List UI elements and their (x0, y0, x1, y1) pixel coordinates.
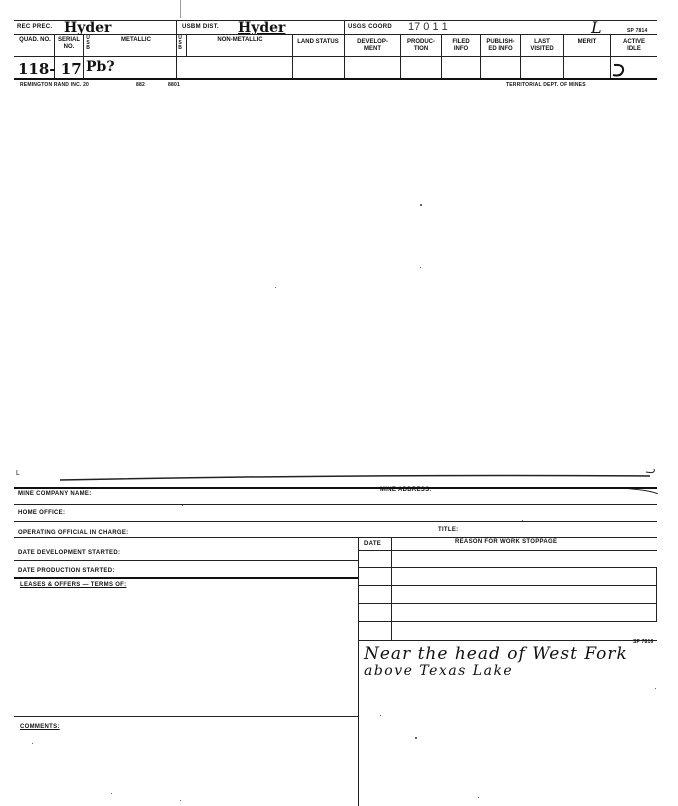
title-label: TITLE: (438, 527, 459, 533)
usgs-coord-value: 17 0 1 1 (408, 21, 448, 33)
col-land-status: LAND STATUS (297, 39, 339, 45)
quad-serial-value: 118- 17 (18, 60, 82, 78)
home-office-label: HOME OFFICE: (18, 510, 66, 516)
footer-left: REMINGTON RAND INC. 20 (20, 82, 90, 88)
form-rule (14, 537, 657, 538)
metallic-value: Pb? (86, 59, 115, 75)
footer-code-b: 8801 (168, 82, 180, 88)
speck (380, 715, 381, 716)
corner-mark: L (591, 18, 602, 37)
divider (186, 34, 187, 56)
form-rule (358, 603, 657, 604)
speck (420, 267, 421, 268)
mine-address-label: MINE ADDRESS: (380, 487, 432, 493)
usgs-coord-label: USGS COORD (348, 24, 393, 30)
col-quad-no: QUAD. NO. (19, 37, 51, 43)
form-rule (14, 487, 657, 489)
mine-company-name-label: MINE COMPANY NAME: (18, 491, 92, 497)
handwritten-note-line2: above Texas Lake (364, 663, 514, 679)
col-usbm-code-a: U S B (86, 35, 90, 51)
form-rule (14, 716, 358, 717)
col-metallic: METALLIC (121, 37, 151, 43)
leases-offers-label: LEASES & OFFERS — TERMS OF: (20, 582, 127, 588)
speck (415, 737, 417, 739)
divider (391, 537, 392, 640)
col-serial-no: SERIAL NO. (57, 37, 80, 50)
date-production-started-label: DATE PRODUCTION STARTED: (18, 568, 115, 574)
col-usbm-code-b: U S B (178, 35, 182, 51)
footer-right: TERRITORIAL DEPT. OF MINES (506, 82, 586, 88)
reason-work-stoppage-label: REASON FOR WORK STOPPAGE (455, 539, 558, 545)
speck (111, 793, 112, 794)
speck (32, 743, 33, 744)
speck (275, 287, 276, 288)
speck (182, 505, 183, 506)
speck (478, 797, 479, 798)
col-non-metallic: NON-METALLIC (217, 37, 263, 43)
col-filed-info: FILED INFO (452, 39, 470, 52)
divider (83, 34, 84, 78)
top-card-rule (14, 78, 657, 80)
footer-code-a: 882 (136, 82, 145, 88)
col-development: DEVELOP-MENT (357, 39, 388, 52)
speck (420, 204, 422, 206)
col-last-visited: LAST VISITED (530, 39, 554, 52)
circle-mark-icon (610, 62, 628, 78)
corner-mark: L (16, 470, 20, 477)
col-production: PRODUC-TION (407, 39, 435, 52)
form-number: SP 7814 (627, 28, 648, 34)
usbm-dist-value: Hyder (238, 20, 286, 36)
card-edge-curve (60, 468, 660, 494)
date-development-started-label: DATE DEVELOPMENT STARTED: (18, 550, 121, 556)
usbm-dist-label: USBM DIST. (182, 24, 220, 30)
form-rule (14, 521, 657, 522)
form-rule (14, 577, 358, 579)
top-card-rule (14, 56, 657, 57)
form-rule (14, 504, 657, 505)
form-rule (358, 585, 657, 586)
col-merit: MERIT (577, 39, 597, 45)
rec-prec-value: Hyder (64, 20, 112, 36)
punch-mark (180, 0, 181, 18)
speck (655, 688, 656, 689)
form-rule (358, 550, 657, 551)
col-published-info: PUBLISH-ED INFO (486, 39, 515, 52)
form-number: SP 7816 (633, 639, 654, 645)
speck (522, 520, 523, 521)
rec-prec-label: REC PREC. (17, 24, 53, 30)
col-active-idle: ACTIVE IDLE (622, 39, 645, 52)
speck (180, 800, 181, 801)
form-rule (14, 560, 358, 561)
form-rule (358, 567, 657, 568)
form-rule (358, 640, 657, 641)
form-rule (358, 621, 657, 622)
handwritten-note-line1: Near the head of West Fork (364, 644, 628, 664)
divider (358, 537, 359, 806)
divider (656, 568, 657, 622)
comments-label: COMMENTS: (20, 724, 60, 730)
operating-official-label: OPERATING OFFICIAL IN CHARGE: (18, 530, 129, 536)
date-column-label: DATE (364, 541, 382, 547)
